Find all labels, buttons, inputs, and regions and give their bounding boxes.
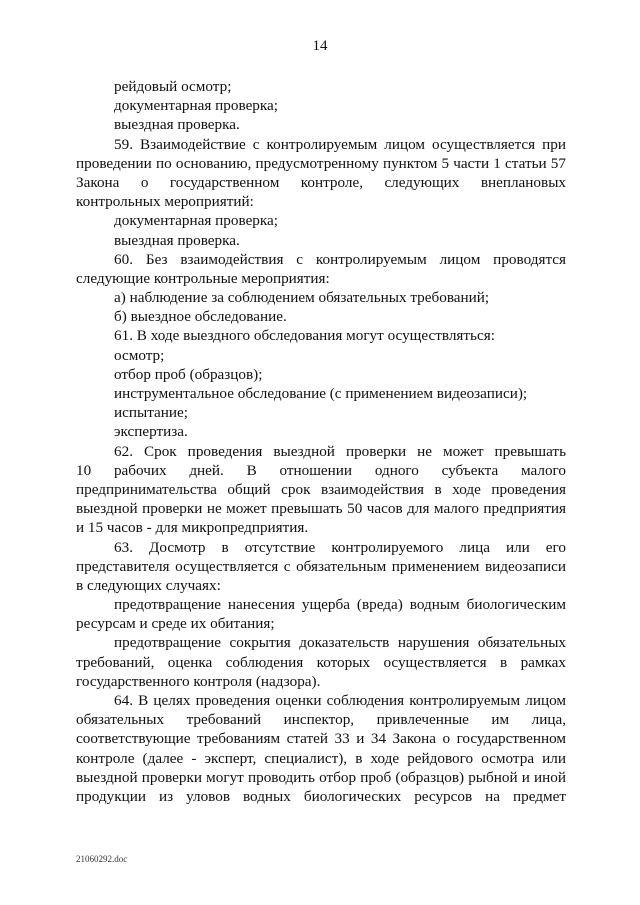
text-line: отбор проб (образцов); xyxy=(114,365,263,383)
text-line: выездной проверки не может превышать 50 часов для малого предприятия xyxy=(76,500,566,518)
text-line: 60. Без взаимодействия с контролируемым лицом проводятся xyxy=(114,250,566,268)
document-body xyxy=(76,77,566,806)
text-line: 62. Срок проведения выездной проверки не может превышать xyxy=(114,442,566,460)
text-line: контроле (далее - эксперт, специалист), в ходе рейдового осмотра или xyxy=(76,749,566,767)
text-line: испытание; xyxy=(114,404,188,422)
text-line: предотвращение сокрытия доказательств нарушения обязательных xyxy=(114,634,566,652)
text-line: предпринимательства общий срок взаимодействия в ходе проведения xyxy=(76,480,566,498)
text-line: государственного контроля (надзора). xyxy=(76,672,321,690)
text-line: 10 рабочих дней. В отношении одного субъекта малого xyxy=(76,461,566,479)
text-line: документарная проверка; xyxy=(114,212,279,230)
text-line: и 15 часов - для микропредприятия. xyxy=(76,519,309,537)
text-line: ресурсам и среде их обитания; xyxy=(76,615,275,633)
text-line: выездная проверка. xyxy=(114,116,240,134)
text-line: обязательных требований инспектор, привлеченные им лица, xyxy=(76,711,566,729)
text-line: экспертиза. xyxy=(114,423,188,441)
text-line: выездной проверки могут проводить отбор проб (образцов) рыбной и иной xyxy=(76,768,566,786)
text-line: инструментальное обследование (с применением видеозаписи); xyxy=(114,385,528,402)
text-line: а) наблюдение за соблюдением обязательных требований; xyxy=(114,289,490,307)
text-line: требований, оценка соблюдения которых осуществляется в рамках xyxy=(76,653,566,671)
text-line: представителя осуществляется с обязательным применением видеозаписи xyxy=(76,557,566,575)
text-line: 64. В целях проведения оценки соблюдения контролируемым лицом xyxy=(114,692,566,709)
text-line: контрольных мероприятий: xyxy=(76,193,254,211)
file-name-footer: 21060292.doc xyxy=(76,854,128,864)
text-line: документарная проверка; xyxy=(114,97,279,115)
page-number: 14 xyxy=(312,38,328,54)
text-line: 61. В ходе выездного обследования могут осуществляться: xyxy=(114,327,495,345)
text-line: б) выездное обследование. xyxy=(114,308,287,326)
text-line: рейдовый осмотр; xyxy=(114,78,232,95)
text-line: следующие контрольные мероприятия: xyxy=(76,269,330,287)
text-line: 63. Досмотр в отсутствие контролируемого лица или его xyxy=(114,538,566,556)
text-line: предотвращение нанесения ущерба (вреда) водным биологическим xyxy=(114,596,566,614)
text-line: Закона о государственном контроле, следующих внеплановых xyxy=(76,173,566,191)
text-line: проведении по основанию, предусмотренному пунктом 5 части 1 статьи 57 xyxy=(76,154,566,172)
text-line: 59. Взаимодействие с контролируемым лицом осуществляется при xyxy=(114,135,566,153)
text-line: выездная проверка. xyxy=(114,231,240,249)
text-line: осмотр; xyxy=(114,346,165,364)
text-line: в следующих случаях: xyxy=(76,576,221,594)
text-line: продукции из уловов водных биологических ресурсов на предмет xyxy=(76,787,566,805)
text-line: соответствующие требованиям статей 33 и 34 Закона о государственном xyxy=(76,730,566,748)
